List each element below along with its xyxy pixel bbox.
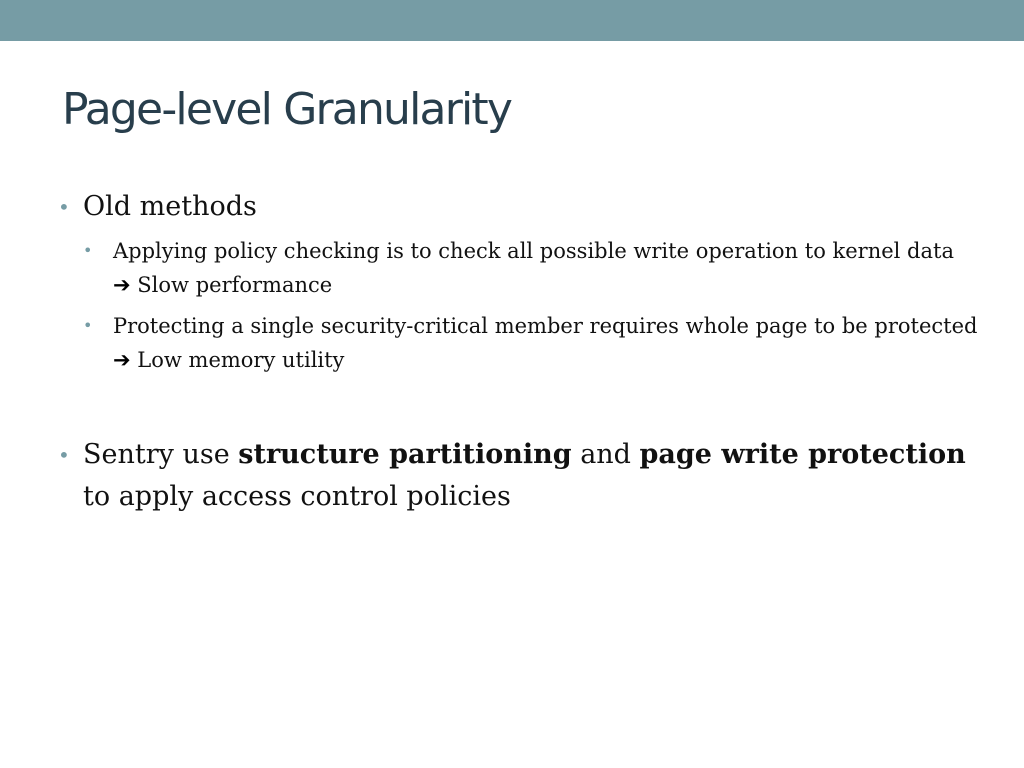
sub-bullet-page-protection <box>83 309 978 377</box>
sub-bullet-text: Protecting a single security-critical member requires whole page to be protected <box>113 314 978 338</box>
spacer <box>58 384 978 434</box>
bullet-text-part: Sentry use <box>83 439 239 470</box>
slide-title: Page-level Granularity <box>62 84 512 135</box>
sub-bullet-policy-checking <box>83 234 978 302</box>
bullet-dot-icon: • <box>83 316 93 335</box>
bullet-dot-icon: • <box>83 241 93 260</box>
top-accent-bar <box>0 0 1024 41</box>
bullet-text-part: and <box>571 439 640 470</box>
sub-bullet-text: Applying policy checking is to check all possible write operation to kernel data <box>113 239 954 263</box>
bullet-dot-icon: • <box>58 443 70 467</box>
right-arrow-icon: ➔ <box>113 348 131 372</box>
sub-bullet-list <box>83 234 978 377</box>
bullet-list <box>58 186 978 518</box>
slide-body <box>58 186 978 518</box>
bullet-text: Old methods <box>83 191 257 222</box>
bullet-old-methods <box>58 186 978 377</box>
sub-bullet-result: Low memory utility <box>137 348 345 372</box>
sub-bullet-result: Slow performance <box>137 273 333 297</box>
bullet-bold-text: page write protection <box>639 439 966 470</box>
right-arrow-icon: ➔ <box>113 273 131 297</box>
bullet-text-part: to apply access control policies <box>83 481 511 512</box>
bullet-bold-text: structure partitioning <box>238 439 572 470</box>
bullet-dot-icon: • <box>58 195 70 219</box>
bullet-sentry <box>58 434 978 518</box>
